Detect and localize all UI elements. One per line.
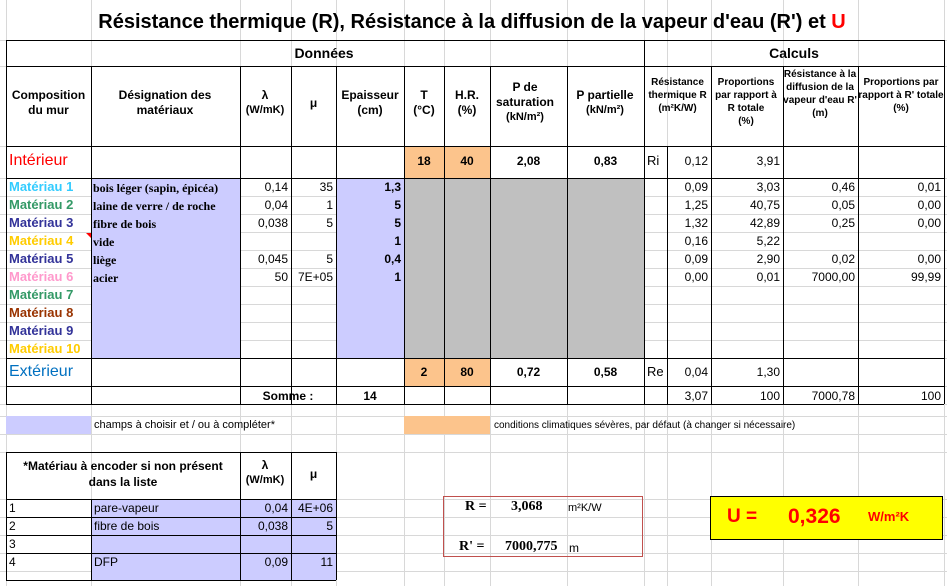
exterior-prop-r: 1,30 <box>756 365 780 379</box>
result-r-unit: m²K/W <box>568 502 602 514</box>
header-prop-rp-unit: (%) <box>893 103 909 114</box>
border-line <box>944 40 945 404</box>
header-ppart-unit: (kN/m²) <box>586 104 624 116</box>
material-label: Matériau 4 <box>9 233 74 248</box>
material-mu[interactable]: 1 <box>326 198 333 212</box>
encode-row-number: 1 <box>9 501 16 515</box>
material-prop-rp: 0,00 <box>917 216 941 230</box>
encode-lambda-header <box>240 458 290 490</box>
encode-lambda-symbol: λ <box>261 458 269 472</box>
interior-t[interactable]: 18 <box>417 154 431 168</box>
legend-lav-swatch <box>6 416 91 434</box>
material-prop-rp: 0,00 <box>917 252 941 266</box>
border-line <box>6 386 944 387</box>
material-label: Matériau 2 <box>9 197 74 212</box>
header-hr-label: H.R. <box>455 88 479 102</box>
encode-mu-header: μ <box>309 467 318 481</box>
material-prop-r: 2,90 <box>756 252 780 266</box>
header-ppart <box>567 88 643 120</box>
header-designation: Désignation des matériaux <box>118 88 212 117</box>
material-prop-r: 0,01 <box>756 270 780 284</box>
interior-label: Intérieur <box>9 152 68 169</box>
border-line <box>6 452 7 580</box>
material-epaisseur[interactable]: 1 <box>394 270 401 284</box>
material-mu[interactable]: 5 <box>326 216 333 230</box>
header-rdiff-unit: (m) <box>812 108 828 119</box>
prop-r-total: 100 <box>759 389 780 403</box>
exterior-ppart: 0,58 <box>593 365 618 379</box>
somme-value: 14 <box>363 389 377 403</box>
material-label: Matériau 7 <box>9 287 74 302</box>
material-epaisseur[interactable]: 0,4 <box>384 252 401 266</box>
u-value: 0,326 <box>788 505 841 528</box>
material-mu[interactable]: 5 <box>326 252 333 266</box>
material-r: 1,25 <box>684 198 708 212</box>
material-label: Matériau 6 <box>9 269 74 284</box>
material-prop-r: 5,22 <box>756 234 780 248</box>
result-r-label: R = <box>465 499 487 514</box>
u-label: U = <box>727 506 758 527</box>
border-line <box>6 553 336 554</box>
material-epaisseur[interactable]: 5 <box>394 216 401 230</box>
header-t <box>404 88 444 120</box>
material-label: Matériau 10 <box>9 341 81 356</box>
encode-row-number: 4 <box>9 555 16 569</box>
header-rdiff <box>783 68 857 138</box>
material-lambda[interactable]: 50 <box>274 270 288 284</box>
material-r: 0,00 <box>684 270 708 284</box>
header-lambda-symbol: λ <box>261 88 269 102</box>
material-r: 0,09 <box>684 180 708 194</box>
material-lambda[interactable]: 0,14 <box>264 180 288 194</box>
material-lambda[interactable]: 0,04 <box>264 198 288 212</box>
interior-prop-r: 3,91 <box>756 154 780 168</box>
header-prop-rp-label: Proportions par rapport à R' totale <box>858 77 944 101</box>
header-lambda <box>240 88 290 120</box>
result-rp-label: R' = <box>459 539 485 554</box>
border-line <box>6 580 336 581</box>
header-hr-unit: (%) <box>457 103 477 117</box>
material-prop-r: 40,75 <box>749 198 780 212</box>
header-prop-r-unit: (%) <box>738 116 754 127</box>
header-psat-unit: (kN/m²) <box>506 111 544 123</box>
material-name[interactable]: laine de verre / de roche <box>93 199 216 213</box>
header-prop-r <box>711 76 781 132</box>
border-line <box>6 146 944 147</box>
header-epaisseur-unit: (cm) <box>357 103 383 117</box>
material-name[interactable]: liège <box>93 253 117 267</box>
material-lambda[interactable]: 0,045 <box>257 252 288 266</box>
border-line <box>6 358 944 359</box>
prop-rp-total: 100 <box>920 389 941 403</box>
encode-material-name[interactable]: fibre de bois <box>94 519 160 533</box>
encode-material-name[interactable]: pare-vapeur <box>94 501 159 515</box>
section-donnees: Données <box>294 45 354 61</box>
exterior-hr[interactable]: 80 <box>460 365 474 379</box>
material-label: Matériau 1 <box>9 179 74 194</box>
material-name[interactable]: bois léger (sapin, épicéa) <box>93 181 219 195</box>
header-psat <box>492 80 558 128</box>
border-line <box>336 452 337 580</box>
gridline-h <box>0 434 947 435</box>
border-line <box>6 452 336 453</box>
material-name[interactable]: vide <box>93 235 115 249</box>
header-rth-label: Résistance thermique R <box>648 77 707 101</box>
legend-peach-text: conditions climatiques sévères, par défaut (à changer si nécessaire) <box>494 420 796 431</box>
encode-row-number: 3 <box>9 537 16 551</box>
header-lambda-unit: (W/mK) <box>245 104 285 116</box>
material-label: Matériau 3 <box>9 215 74 230</box>
border-line <box>6 499 336 500</box>
material-lambda[interactable]: 0,038 <box>257 216 288 230</box>
material-rp: 0,25 <box>831 216 855 230</box>
material-r: 1,32 <box>684 216 708 230</box>
legend-peach-swatch <box>404 416 490 434</box>
interior-psat: 2,08 <box>516 154 541 168</box>
exterior-r-label: Re <box>647 364 664 379</box>
header-prop-r-label: Proportions par rapport à R totale <box>715 77 777 114</box>
interior-hr[interactable]: 40 <box>460 154 474 168</box>
encode-header: *Matériau à encoder si non présent dans la liste <box>23 459 223 489</box>
encode-mu[interactable]: 11 <box>320 555 333 569</box>
border-line <box>91 499 92 580</box>
material-prop-rp: 0,00 <box>917 198 941 212</box>
legend-lav-text: champs à choisir et / ou à compléter* <box>94 419 275 431</box>
page-title: Résistance thermique (R), Résistance à la diffusion de la vapeur d'eau (R') et U <box>98 11 846 33</box>
material-epaisseur[interactable]: 1,3 <box>384 180 401 194</box>
exterior-psat: 0,72 <box>516 365 541 379</box>
material-name[interactable]: fibre de bois <box>93 217 157 231</box>
r-total: 3,07 <box>684 389 708 403</box>
border-line <box>6 535 336 536</box>
somme-label: Somme : <box>262 389 314 403</box>
border-line <box>490 66 491 404</box>
encode-lambda-unit: (W/mK) <box>245 474 285 486</box>
material-rp: 0,05 <box>831 198 855 212</box>
border-line <box>6 517 336 518</box>
border-line <box>91 66 92 404</box>
encode-mu[interactable]: 4E+06 <box>297 501 333 515</box>
climate-gray-area <box>404 178 644 358</box>
border-line <box>291 66 292 404</box>
material-prop-r: 42,89 <box>749 216 780 230</box>
encode-lambda[interactable]: 0,04 <box>264 501 288 515</box>
encode-lambda[interactable]: 0,09 <box>264 555 288 569</box>
header-mu: μ <box>309 96 318 110</box>
material-rp: 0,02 <box>831 252 855 266</box>
material-r: 0,16 <box>684 234 708 248</box>
border-line <box>6 178 944 179</box>
header-rth-unit: (m²K/W) <box>658 103 697 114</box>
exterior-t[interactable]: 2 <box>420 365 428 379</box>
header-rth <box>644 76 711 132</box>
result-rp-unit: m <box>569 541 579 555</box>
section-calculs: Calculs <box>769 45 819 61</box>
header-psat-label: P de saturation <box>495 80 554 109</box>
material-prop-rp: 0,01 <box>917 180 941 194</box>
material-name[interactable]: acier <box>93 271 119 285</box>
header-hr <box>444 88 490 120</box>
encode-material-name[interactable]: DFP <box>94 555 118 569</box>
u-unit: W/m²K <box>868 509 910 524</box>
material-epaisseur[interactable]: 5 <box>394 198 401 212</box>
interior-r: 0,12 <box>684 154 708 168</box>
material-mu[interactable]: 35 <box>319 180 333 194</box>
material-rp: 7000,00 <box>811 270 855 284</box>
header-t-unit: (°C) <box>413 103 435 117</box>
header-t-label: T <box>420 88 428 102</box>
material-mu[interactable]: 7E+05 <box>297 270 333 284</box>
material-r: 0,09 <box>684 252 708 266</box>
comment-marker-icon[interactable] <box>86 233 91 238</box>
border-line <box>6 40 944 41</box>
encode-row-number: 2 <box>9 519 16 533</box>
material-epaisseur[interactable]: 1 <box>394 234 401 248</box>
header-composition: Composition du mur <box>11 88 86 117</box>
exterior-label: Extérieur <box>9 363 74 380</box>
header-epaisseur-label: Epaisseur <box>341 88 399 102</box>
header-epaisseur <box>336 88 404 120</box>
header-rdiff-label: Résistance à la diffusion de la vapeur d'eau R' <box>783 69 857 106</box>
border-line <box>6 66 944 67</box>
material-prop-r: 3,03 <box>756 180 780 194</box>
material-label: Matériau 8 <box>9 305 74 320</box>
title-u-letter: U <box>831 11 846 33</box>
interior-r-label: Ri <box>647 153 660 168</box>
border-line <box>6 404 944 405</box>
result-rp-value: 7000,775 <box>505 539 558 554</box>
material-label: Matériau 5 <box>9 251 74 266</box>
material-prop-rp: 99,99 <box>910 270 941 284</box>
material-label: Matériau 9 <box>9 323 74 338</box>
header-prop-rp <box>858 76 944 132</box>
encode-mu[interactable]: 5 <box>326 519 333 533</box>
material-rp: 0,46 <box>831 180 855 194</box>
header-ppart-label: P partielle <box>576 88 634 102</box>
encode-lambda[interactable]: 0,038 <box>257 519 288 533</box>
rp-total: 7000,78 <box>811 389 855 403</box>
exterior-r: 0,04 <box>684 365 708 379</box>
result-r-value: 3,068 <box>511 499 543 514</box>
interior-ppart: 0,83 <box>593 154 618 168</box>
